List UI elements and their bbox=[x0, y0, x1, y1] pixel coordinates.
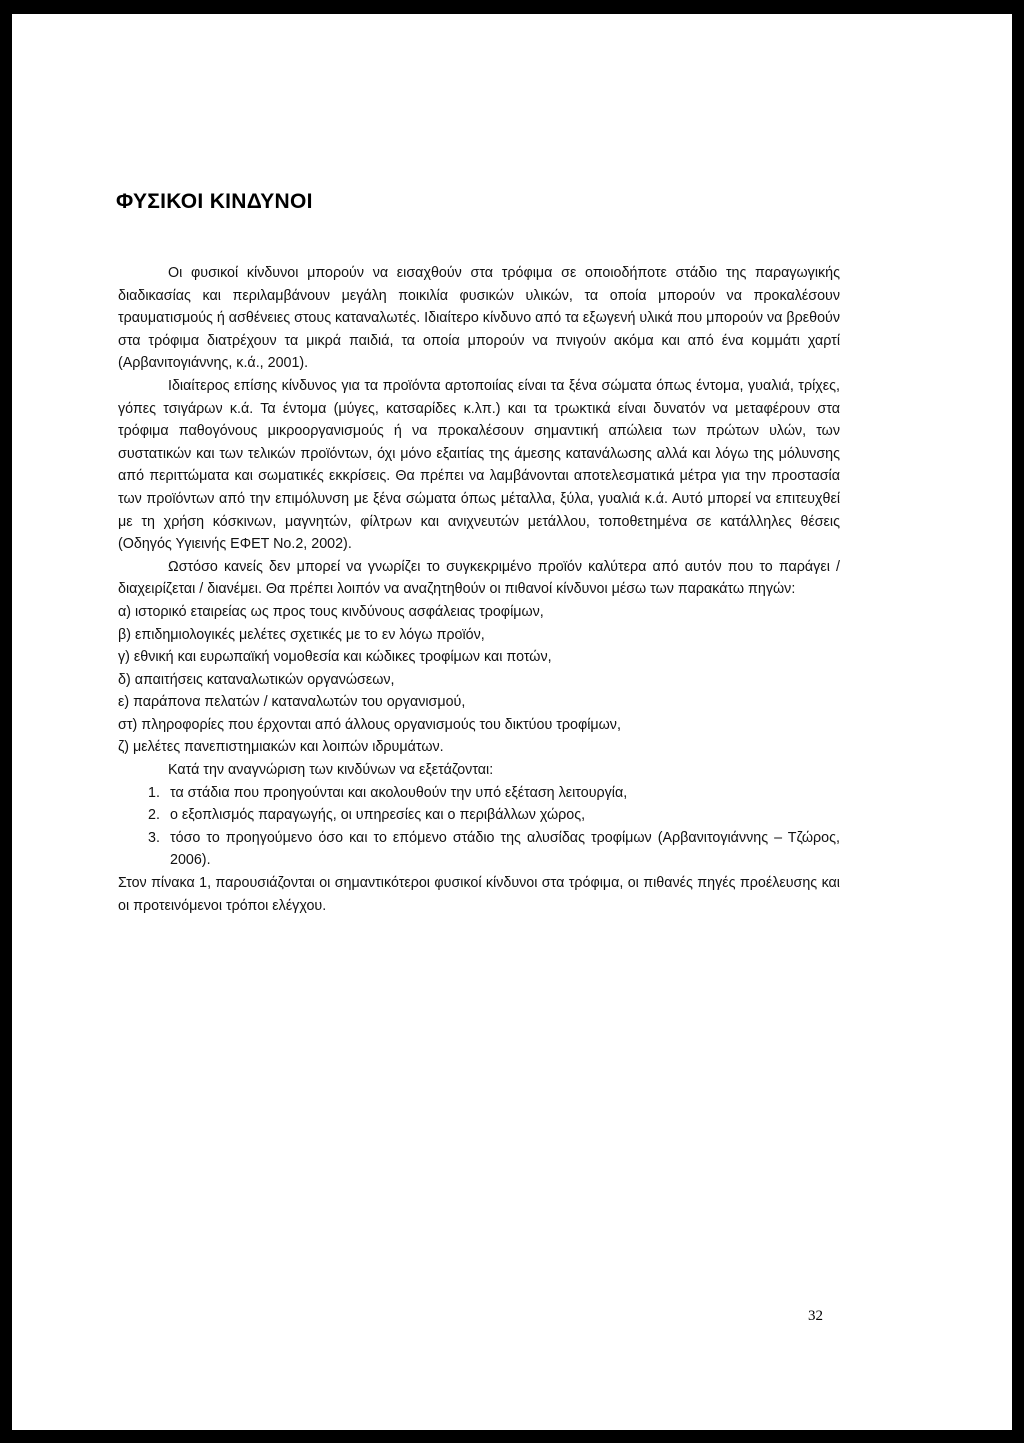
list-number: 2. bbox=[148, 807, 160, 824]
list-number: 3. bbox=[148, 829, 160, 846]
list-item: γ) εθνική και ευρωπαϊκή νομοθεσία και κώδικες τροφίμων και ποτών, bbox=[118, 649, 552, 666]
list-item: ε) παράπονα πελατών / καταναλωτών του οργανισμού, bbox=[118, 694, 466, 711]
list-item bbox=[118, 827, 840, 872]
list-item bbox=[118, 782, 840, 805]
list-item: β) επιδημιολογικές μελέτες σχετικές με το εν λόγω προϊόν, bbox=[118, 626, 485, 643]
paragraph-intro: Οι φυσικοί κίνδυνοι μπορούν να εισαχθούν στα τρόφιμα σε οποιοδήποτε στάδιο της παραγωγικής διαδικασίας και περιλαμβάνουν μεγάλη ποικιλία φυσικών υλικών, τα οποία μπορούν να προκαλέσουν τραυματισμούς ή ασθένειες στους καταναλωτές. Ιδιαίτερο κίνδυνο από τα εξωγενή υλικά που μπορούν να βρεθούν στα τρόφιμα διατρέχουν τα μικρά παιδιά, τα οποία μπορούν να πνιγούν ακόμα και από ένα κομμάτι χαρτί (Αρβανιτογιάννης, κ.ά., 2001). bbox=[118, 265, 840, 372]
list-item-text: τόσο το προηγούμενο όσο και το επόμενο στάδιο της αλυσίδας τροφίμων (Αρβανιτογιάννης – Τζώρος, 2006). bbox=[170, 829, 840, 869]
paragraph-identification: Κατά την αναγνώριση των κινδύνων να εξετάζονται: bbox=[168, 762, 494, 779]
sources-list bbox=[118, 601, 840, 759]
paragraph-table-reference: Στον πίνακα 1, παρουσιάζονται οι σημαντικότεροι φυσικοί κίνδυνοι στα τρόφιμα, οι πιθανές πηγές προέλευσης και οι προτεινόμενοι τρόποι ελέγχου. bbox=[118, 875, 840, 914]
list-item-text: τα στάδια που προηγούνται και ακολουθούν την υπό εξέταση λειτουργία, bbox=[170, 784, 628, 801]
paragraph-foreign-bodies: Ιδιαίτερος επίσης κίνδυνος για τα προϊόντα αρτοποιίας είναι τα ξένα σώματα όπως έντομα, γυαλιά, τρίχες, γόπες τσιγάρων κ.ά. Τα έντομα (μύγες, κατσαρίδες κ.λπ.) και τα τρωκτικά είναι δυνατόν να μεταφέρουν στα τρόφιμα παθογόνους μικροοργανισμούς ή να προκαλέσουν σημαντική απώλεια των πρώτων υλών, των συστατικών και των τελικών προϊόντων, όχι μόνο εξαιτίας της άμεσης κατανάλωσης αλλά και λόγω της μόλυνσης από περιττώματα και σωματικές εκκρίσεις. Θα πρέπει να λαμβάνονται αποτελεσματικά μέτρα για την προστασία των προϊόντων από την επιμόλυνση με ξένα σώματα όπως μέταλλα, ξύλα, γυαλιά κ.ά. Αυτό μπορεί να επιτευχθεί με τη χρήση κόσκινων, μαγνητών, φίλτρων και ανιχνευτών μετάλλου, τοποθετημένα σε κατάλληλες θέσεις (Οδηγός Υγιεινής ΕΦΕΤ Νο.2, 2002). bbox=[118, 377, 840, 553]
paragraph-hazard-sources: Ωστόσο κανείς δεν μπορεί να γνωρίζει το συγκεκριμένο προϊόν καλύτερα από αυτόν που το παράγει / διαχειρίζεται / διανέμει. Θα πρέπει λοιπόν να αναζητηθούν οι πιθανοί κίνδυνοι μέσω των παρακάτω πηγών: bbox=[118, 558, 840, 598]
page-number: 32 bbox=[808, 1308, 823, 1324]
list-item: δ) απαιτήσεις καταναλωτικών οργανώσεων, bbox=[118, 671, 395, 688]
list-item-text: ο εξοπλισμός παραγωγής, οι υπηρεσίες και ο περιβάλλων χώρος, bbox=[170, 807, 586, 824]
document-body bbox=[118, 262, 840, 917]
list-item: στ) πληροφορίες που έρχονται από άλλους οργανισμούς του δικτύου τροφίμων, bbox=[118, 716, 621, 733]
list-number: 1. bbox=[148, 784, 160, 801]
section-heading: ΦΥΣΙΚΟΙ ΚΙΝΔΥΝΟΙ bbox=[116, 190, 313, 213]
steps-list bbox=[118, 782, 840, 872]
list-item: ζ) μελέτες πανεπιστημιακών και λοιπών ιδρυμάτων. bbox=[118, 739, 444, 756]
list-item: α) ιστορικό εταιρείας ως προς τους κινδύνους ασφάλειας τροφίμων, bbox=[118, 603, 544, 620]
list-item bbox=[118, 804, 840, 827]
